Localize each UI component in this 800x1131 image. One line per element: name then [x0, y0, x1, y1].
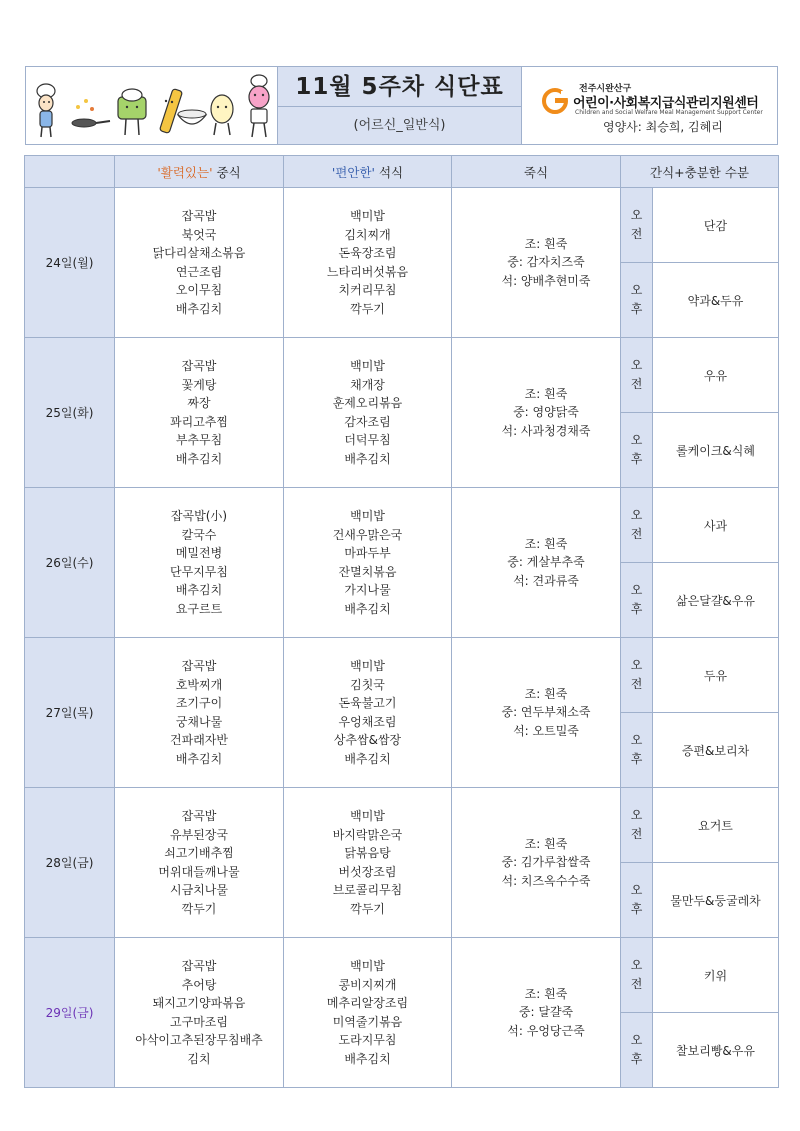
dinner-item: 바지락맑은국 — [332, 827, 403, 842]
lunch-menu — [115, 788, 284, 938]
dinner-item: 채개장 — [350, 377, 385, 392]
utensil-character-icon — [159, 89, 182, 134]
porridge-menu — [452, 638, 621, 788]
dinner-item: 백미밥 — [350, 359, 385, 373]
am-char: 오 — [630, 208, 643, 222]
snack-am: 단감 — [653, 188, 779, 263]
porridge-item: 조: 흰죽 — [524, 536, 568, 551]
pm-char: 후 — [630, 602, 643, 616]
am-char: 오 — [630, 958, 643, 972]
pm-char: 오 — [630, 1033, 643, 1047]
weekly-menu-table — [24, 155, 779, 1088]
header — [25, 66, 778, 145]
am-char: 오 — [630, 808, 643, 822]
egg-character-icon — [211, 95, 233, 135]
pm-char: 후 — [630, 302, 643, 316]
pm-label — [621, 563, 653, 638]
am-label — [621, 488, 653, 563]
lunch-item: 배추김치 — [175, 301, 223, 316]
am-char: 전 — [630, 527, 643, 541]
chef-character-icon — [37, 84, 55, 137]
porridge-item: 중: 게살부추죽 — [507, 555, 585, 570]
dinner-item: 더덕무침 — [344, 433, 391, 447]
porridge-menu — [452, 488, 621, 638]
dinner-item: 감자조림 — [344, 414, 391, 429]
rice-bowl-icon — [178, 110, 206, 124]
am-char: 전 — [630, 977, 643, 991]
dinner-menu — [284, 638, 452, 788]
lunch-item: 돼지고기양파볶음 — [152, 996, 246, 1010]
pm-char: 후 — [630, 902, 643, 916]
pm-label — [621, 413, 653, 488]
dinner-item: 훈제오리볶음 — [332, 396, 403, 410]
title-box — [277, 67, 522, 144]
dinner-item: 배추김치 — [344, 451, 391, 466]
lunch-item: 잡곡밥(小) — [170, 509, 228, 523]
porridge-menu — [452, 938, 621, 1088]
dinner-item: 미역줄기볶음 — [332, 1014, 403, 1029]
lunch-item: 칼국수 — [181, 527, 217, 542]
basket-character-icon — [118, 89, 146, 135]
porridge-menu — [452, 788, 621, 938]
porridge-menu — [452, 338, 621, 488]
day-row-am — [25, 638, 779, 713]
lunch-item: 잡곡밥 — [181, 659, 217, 673]
lunch-item: 잡곡밥 — [181, 809, 217, 823]
am-char: 오 — [630, 358, 643, 372]
lunch-suffix: 중식 — [212, 164, 241, 180]
dinner-item: 브로콜리무침 — [332, 883, 403, 897]
dinner-item: 김칫국 — [350, 677, 385, 692]
snack-pm: 증편&보리차 — [653, 713, 779, 788]
porridge-item: 조: 흰죽 — [524, 386, 568, 401]
dinner-item: 메추리알장조림 — [326, 996, 409, 1010]
lunch-item: 단무지무침 — [170, 564, 228, 579]
table-header-row — [25, 156, 779, 188]
pm-char: 후 — [630, 452, 643, 466]
porridge-item: 조: 흰죽 — [524, 836, 568, 851]
lunch-highlight: '활력있는' — [157, 164, 213, 180]
dietitian-names: 영양사: 최승희, 김혜리 — [603, 120, 723, 134]
dinner-item: 깍두기 — [350, 301, 385, 316]
lunch-item: 시금치나물 — [170, 883, 228, 897]
snack-pm: 물만두&둥굴레차 — [653, 863, 779, 938]
porridge-item: 석: 오트밀죽 — [513, 723, 579, 738]
dinner-item: 돈육장조림 — [338, 246, 397, 260]
snack-am: 사과 — [653, 488, 779, 563]
day-row-am — [25, 938, 779, 1013]
dinner-item: 백미밥 — [350, 209, 385, 223]
dinner-item: 잔멸치볶음 — [338, 564, 397, 579]
pm-label — [621, 863, 653, 938]
lunch-item: 연근조림 — [175, 264, 223, 279]
day-label: 28일(금) — [25, 788, 115, 938]
lunch-item: 잡곡밥 — [181, 359, 217, 373]
snack-am: 키위 — [653, 938, 779, 1013]
dinner-item: 닭볶음탕 — [344, 846, 391, 860]
lunch-item: 배추김치 — [175, 751, 223, 766]
dinner-item: 콩비지찌개 — [338, 977, 397, 992]
snack-pm: 롤케이크&식혜 — [653, 413, 779, 488]
dinner-menu — [284, 788, 452, 938]
dinner-item: 상추쌈&쌈장 — [333, 733, 402, 747]
porridge-item: 조: 흰죽 — [524, 986, 568, 1001]
pm-char: 후 — [630, 752, 643, 766]
dinner-item: 버섯장조림 — [338, 864, 397, 879]
porridge-item: 중: 김가루찹쌀죽 — [501, 855, 591, 870]
day-label: 26일(수) — [25, 488, 115, 638]
snack-am: 요거트 — [653, 788, 779, 863]
snack-pm: 약과&두유 — [653, 263, 779, 338]
porridge-item: 조: 흰죽 — [524, 236, 568, 251]
porridge-item: 석: 사과청경채죽 — [501, 423, 591, 438]
day-row-am — [25, 338, 779, 413]
day-label: 27일(목) — [25, 638, 115, 788]
header-day — [25, 156, 115, 188]
porridge-menu — [452, 188, 621, 338]
day-label: 29일(금) — [25, 938, 115, 1088]
lunch-item: 호박찌개 — [175, 677, 223, 692]
lunch-item: 궁채나물 — [175, 714, 223, 729]
porridge-item: 중: 감자치즈죽 — [507, 255, 585, 270]
pm-label — [621, 263, 653, 338]
day-label: 24일(월) — [25, 188, 115, 338]
day-row-am — [25, 788, 779, 863]
porridge-item: 조: 흰죽 — [524, 686, 568, 701]
lunch-item: 추어탕 — [181, 977, 217, 992]
day-label: 25일(화) — [25, 338, 115, 488]
porridge-item: 석: 우엉당근죽 — [507, 1023, 585, 1038]
am-char: 오 — [630, 508, 643, 522]
lunch-menu — [115, 938, 284, 1088]
dinner-item: 백미밥 — [350, 509, 385, 523]
am-label — [621, 638, 653, 713]
dinner-highlight: '편안한' — [331, 164, 375, 180]
frying-pan-icon — [72, 99, 110, 127]
porridge-item: 석: 견과류죽 — [513, 573, 579, 588]
header-porridge: 죽식 — [452, 156, 621, 188]
dinner-menu — [284, 338, 452, 488]
pm-char: 오 — [630, 733, 643, 747]
dinner-item: 느타리버섯볶음 — [326, 264, 409, 279]
porridge-item: 석: 치즈옥수수죽 — [501, 873, 591, 888]
lunch-item: 북엇국 — [181, 227, 217, 242]
dinner-suffix: 석식 — [374, 164, 404, 180]
page-title: 11월 5주차 식단표 — [277, 67, 522, 107]
am-char: 전 — [630, 377, 643, 391]
am-label — [621, 938, 653, 1013]
pm-char: 오 — [630, 283, 643, 297]
am-label — [621, 338, 653, 413]
lunch-item: 부추무침 — [175, 433, 223, 447]
snack-am: 두유 — [653, 638, 779, 713]
dinner-item: 김치찌개 — [344, 227, 391, 242]
lunch-item: 오이무침 — [175, 283, 223, 297]
lunch-item: 김치 — [187, 1051, 211, 1066]
dinner-item: 배추김치 — [344, 1051, 391, 1066]
porridge-item: 중: 달걀죽 — [518, 1005, 574, 1020]
lunch-item: 꽈리고추찜 — [170, 414, 228, 429]
dinner-item: 백미밥 — [350, 659, 385, 673]
porridge-item: 중: 영양닭죽 — [513, 405, 579, 420]
lunch-item: 배추김치 — [175, 583, 223, 597]
dinner-menu — [284, 488, 452, 638]
pm-char: 후 — [630, 1052, 643, 1066]
pink-chef-character-icon — [249, 75, 269, 137]
dinner-menu — [284, 938, 452, 1088]
dinner-item: 가지나물 — [344, 583, 391, 597]
am-label — [621, 188, 653, 263]
pm-char: 오 — [630, 583, 643, 597]
dinner-menu — [284, 188, 452, 338]
lunch-item: 메밀전병 — [175, 546, 223, 560]
lunch-item: 요구르트 — [175, 601, 223, 616]
lunch-menu — [115, 338, 284, 488]
snack-pm: 찰보리빵&우유 — [653, 1013, 779, 1088]
lunch-item: 잡곡밥 — [181, 959, 217, 973]
dinner-item: 백미밥 — [350, 959, 385, 973]
dinner-item: 배추김치 — [344, 601, 391, 616]
org-english-name: Children and Social Welfare Meal Management Support Center — [575, 109, 763, 116]
dinner-item: 도라지무침 — [338, 1033, 397, 1047]
lunch-item: 잡곡밥 — [181, 209, 217, 223]
dinner-item: 배추김치 — [344, 751, 391, 766]
lunch-item: 머위대들깨나물 — [158, 864, 240, 879]
smile-logo-icon — [541, 87, 569, 115]
am-char: 전 — [630, 677, 643, 691]
porridge-item: 중: 연두부채소죽 — [501, 705, 591, 720]
pm-char: 오 — [630, 883, 643, 897]
dinner-item: 돈육불고기 — [338, 696, 397, 710]
porridge-item: 석: 양배추현미죽 — [501, 273, 591, 288]
day-row-am — [25, 188, 779, 263]
lunch-menu — [115, 488, 284, 638]
am-char: 전 — [630, 227, 643, 241]
am-char: 오 — [630, 658, 643, 672]
org-name: 어린이·사회복지급식관리지원센터 — [573, 96, 759, 111]
pm-char: 오 — [630, 433, 643, 447]
lunch-item: 깍두기 — [181, 901, 217, 916]
page-subtitle: (어르신_일반식) — [277, 107, 522, 144]
snack-am: 우유 — [653, 338, 779, 413]
am-label — [621, 788, 653, 863]
header-dinner — [284, 156, 452, 188]
am-char: 전 — [630, 827, 643, 841]
lunch-menu — [115, 638, 284, 788]
lunch-item: 꽃게탕 — [181, 377, 217, 392]
dinner-item: 치커리무침 — [338, 283, 397, 297]
lunch-item: 아삭이고추된장무침배추 — [135, 1033, 263, 1047]
pm-label — [621, 1013, 653, 1088]
chef-cartoon-illustration — [26, 67, 276, 144]
dinner-item: 마파두부 — [344, 546, 391, 560]
dinner-item: 우엉채조림 — [338, 714, 397, 729]
organization-info — [531, 67, 777, 144]
snack-pm: 삶은달걀&우유 — [653, 563, 779, 638]
lunch-menu — [115, 188, 284, 338]
lunch-item: 닭다리살채소볶음 — [152, 246, 246, 260]
lunch-item: 짜장 — [187, 396, 211, 410]
lunch-item: 고구마조림 — [170, 1014, 228, 1029]
dinner-item: 백미밥 — [350, 809, 385, 823]
dinner-item: 건새우맑은국 — [332, 527, 403, 542]
menu-body — [25, 188, 779, 1088]
org-district: 전주시완산구 — [579, 84, 632, 94]
day-row-am — [25, 488, 779, 563]
pm-label — [621, 713, 653, 788]
lunch-item: 쇠고기배추찜 — [164, 846, 234, 860]
header-snack: 간식+충분한 수분 — [621, 156, 779, 188]
lunch-item: 유부된장국 — [170, 827, 228, 842]
lunch-item: 건파래자반 — [170, 733, 228, 747]
header-lunch — [115, 156, 284, 188]
lunch-item: 배추김치 — [175, 451, 223, 466]
dinner-item: 깍두기 — [350, 901, 385, 916]
lunch-item: 조기구이 — [175, 696, 223, 710]
